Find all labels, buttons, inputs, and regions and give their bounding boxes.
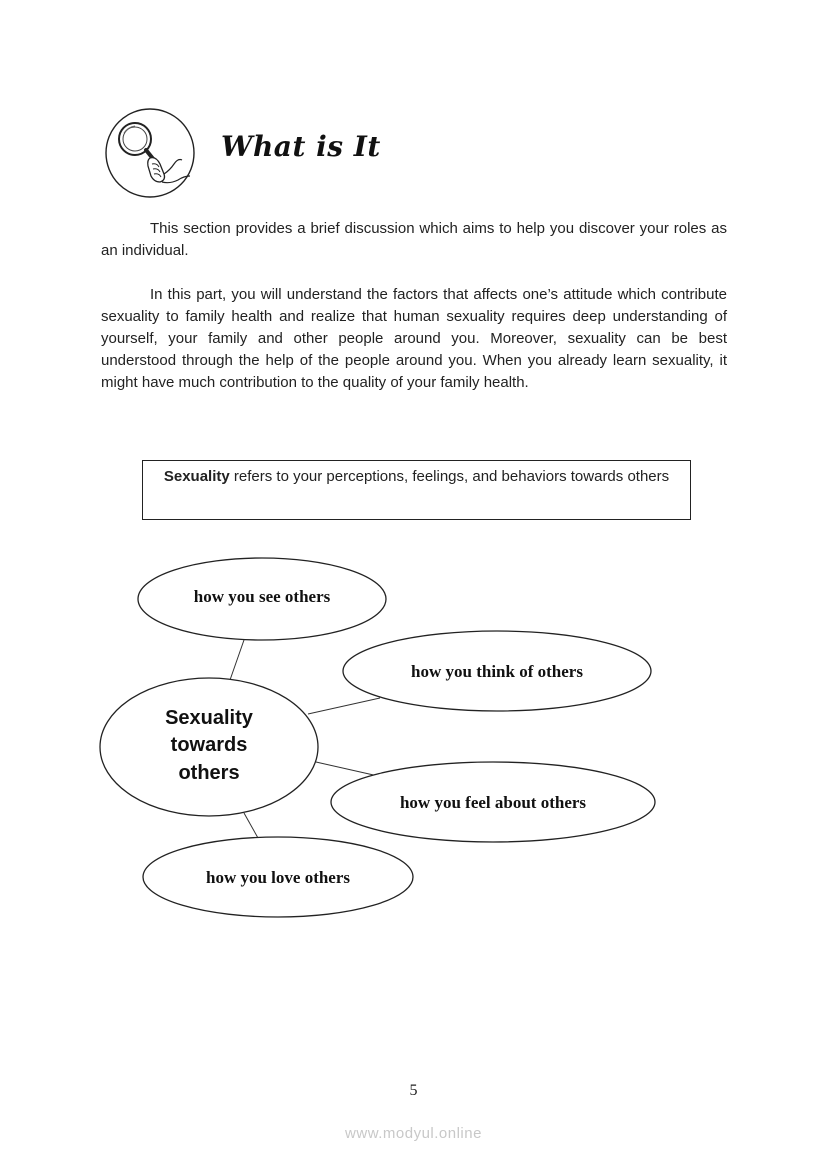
node-feel-about-others-label: how you feel about others xyxy=(399,793,587,812)
connector-see xyxy=(230,640,244,680)
intro-paragraph: This section provides a brief discussion which aims to help you discover your roles as an individual. xyxy=(101,220,727,259)
connector-feel xyxy=(316,762,378,776)
connector-love xyxy=(244,813,258,838)
definition-term: Sexuality xyxy=(163,468,230,485)
center-label-line1: Sexuality xyxy=(165,707,253,729)
center-label-line3: others xyxy=(178,762,240,784)
section-title: What is It xyxy=(221,130,381,163)
watermark: www.modyul.online xyxy=(345,1125,482,1142)
definition-text: refers to your perceptions, feelings, and behaviors towards others xyxy=(229,468,670,485)
center-label-line2: towards xyxy=(170,734,248,756)
node-think-of-others-label: how you think of others xyxy=(411,662,583,681)
node-love-others-label: how you love others xyxy=(205,868,351,887)
body-paragraph: In this part, you will understand the factors that affects one’s attitude which contribute sexuality to family health and realize that human sexuality requires deep understanding of yourself, your family and other people around you. Moreover, sexuality can be best understood through the help of the people around you. When you already learn sexuality, it might have much contribution to the quality of your family health. xyxy=(101,286,727,391)
page-number: 5 xyxy=(409,1082,418,1099)
connector-think xyxy=(308,698,380,714)
node-see-others-label: how you see others xyxy=(193,587,331,606)
